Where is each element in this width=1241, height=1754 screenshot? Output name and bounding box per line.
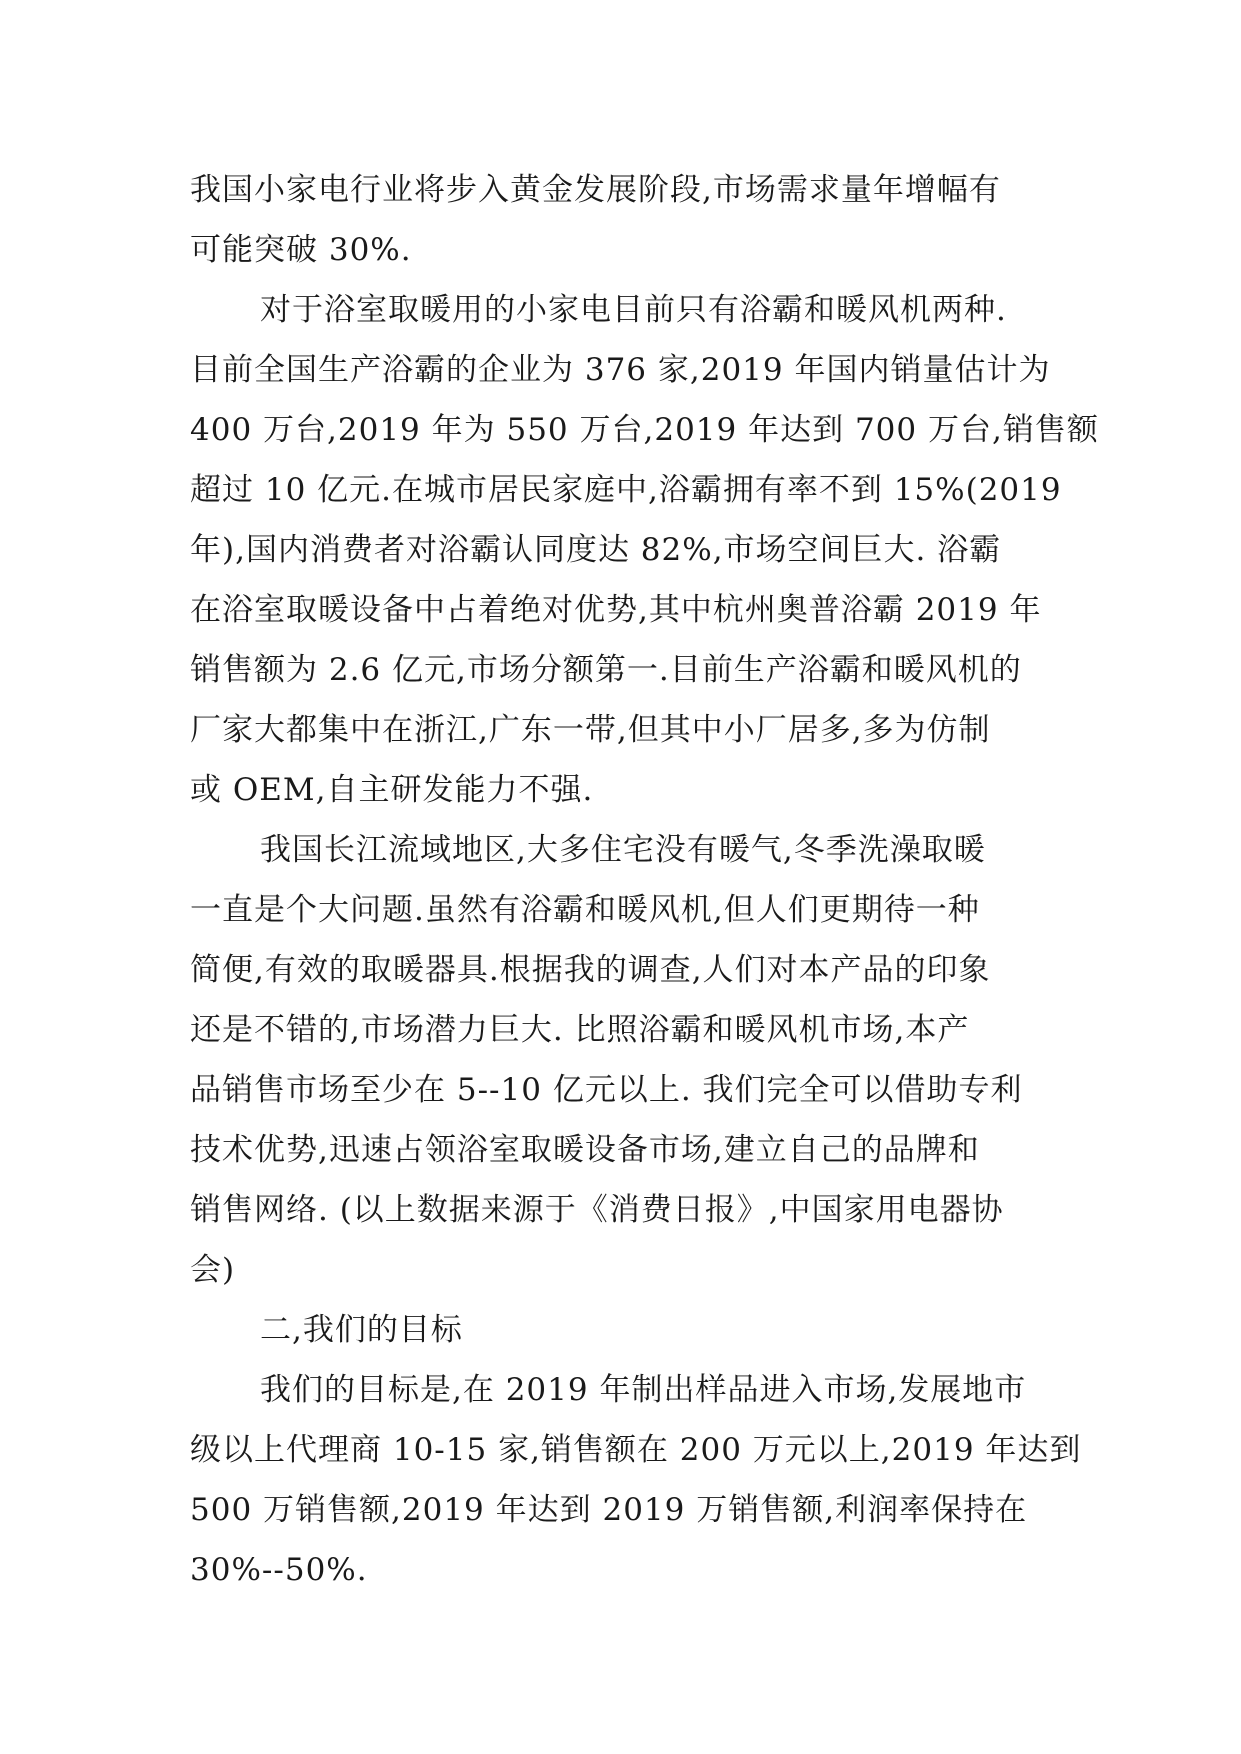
text-line: 30%--50%. <box>190 1552 368 1588</box>
text-line: 或 OEM,自主研发能力不强. <box>190 772 594 808</box>
text-line: 一直是个大问题.虽然有浴霸和暖风机,但人们更期待一种 <box>190 892 980 928</box>
text-line: 超过 10 亿元.在城市居民家庭中,浴霸拥有率不到 15%(2019 <box>190 472 1062 508</box>
text-line: 目前全国生产浴霸的企业为 376 家,2019 年国内销量估计为 <box>190 352 1051 388</box>
text-line: 品销售市场至少在 5--10 亿元以上. 我们完全可以借助专利 <box>190 1072 1023 1108</box>
text-line: 简便,有效的取暖器具.根据我的调查,人们对本产品的印象 <box>190 952 991 988</box>
text-line: 会) <box>190 1252 236 1288</box>
text-line: 销售网络. (以上数据来源于《消费日报》,中国家用电器协 <box>190 1192 1004 1228</box>
text-line: 可能突破 30%. <box>190 232 412 268</box>
text-line: 厂家大都集中在浙江,广东一带,但其中小厂居多,多为仿制 <box>190 712 991 748</box>
text-line: 400 万台,2019 年为 550 万台,2019 年达到 700 万台,销售额 <box>190 412 1099 448</box>
text-line: 我国长江流域地区,大多住宅没有暖气,冬季洗澡取暖 <box>260 832 986 868</box>
document-body <box>190 160 1099 1600</box>
text-line: 我国小家电行业将步入黄金发展阶段,市场需求量年增幅有 <box>190 172 1001 208</box>
text-line: 在浴室取暖设备中占着绝对优势,其中杭州奥普浴霸 2019 年 <box>190 592 1042 628</box>
text-line: 还是不错的,市场潜力巨大. 比照浴霸和暖风机市场,本产 <box>190 1012 970 1048</box>
text-line: 对于浴室取暖用的小家电目前只有浴霸和暖风机两种. <box>260 292 1007 328</box>
text-line: 我们的目标是,在 2019 年制出样品进入市场,发展地市 <box>260 1372 1027 1408</box>
text-line: 级以上代理商 10-15 家,销售额在 200 万元以上,2019 年达到 <box>190 1432 1082 1468</box>
text-line: 年),国内消费者对浴霸认同度达 82%,市场空间巨大. 浴霸 <box>190 532 1002 568</box>
text-line: 二,我们的目标 <box>260 1312 463 1348</box>
text-line: 500 万销售额,2019 年达到 2019 万销售额,利润率保持在 <box>190 1492 1028 1528</box>
text-line: 技术优势,迅速占领浴室取暖设备市场,建立自己的品牌和 <box>190 1132 980 1168</box>
text-line: 销售额为 2.6 亿元,市场分额第一.目前生产浴霸和暖风机的 <box>190 652 1022 688</box>
